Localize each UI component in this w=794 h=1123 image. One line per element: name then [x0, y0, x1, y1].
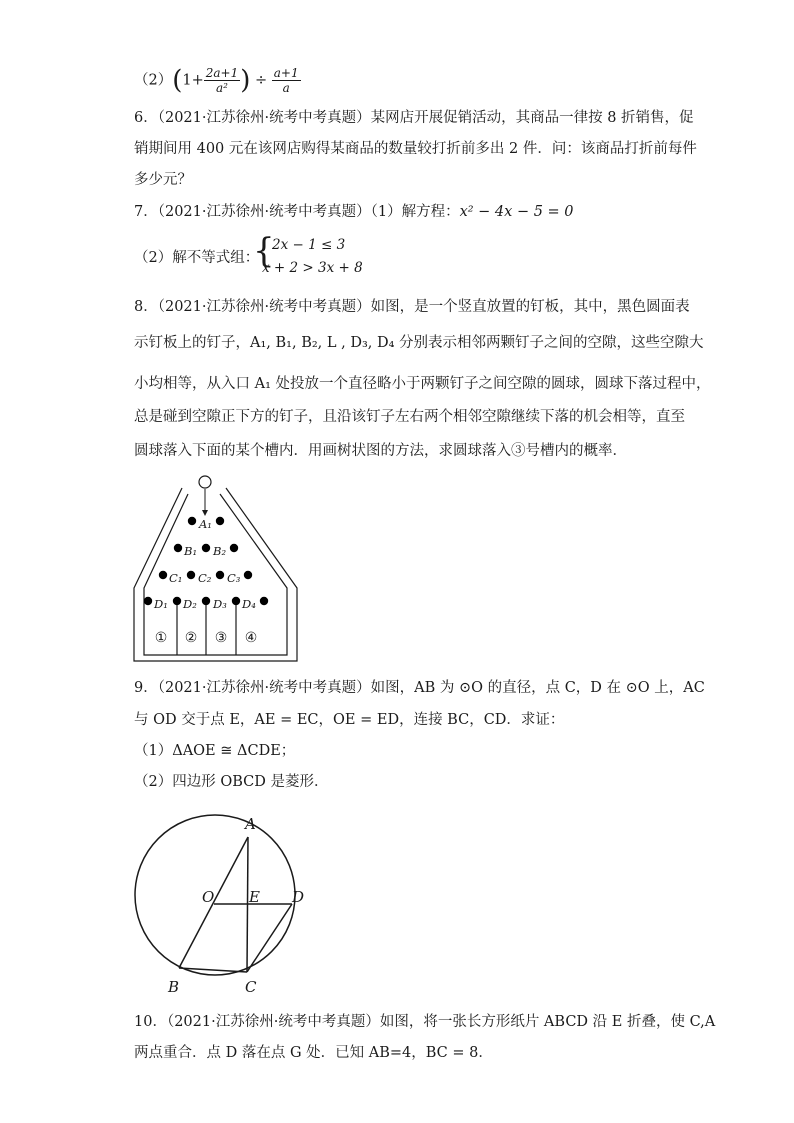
- q9-line-2: 与 OD 交于点 E，AE = EC，OE = ED，连接 BC，CD．求证：: [134, 712, 565, 728]
- q9-line-1: 9．（2021·江苏徐州·统考中考真题）如图，AB 为 ⊙O 的直径，点 C，D 在 ⊙O 上，AC: [134, 680, 705, 696]
- peg: [216, 571, 224, 579]
- q7-inequality-1: 2x − 1 ≤ 3: [272, 237, 346, 253]
- gap-label-b2: B₂: [213, 544, 227, 558]
- q8-line-1: 8．（2021·江苏徐州·统考中考真题）如图，是一个竖直放置的钉板，其中，黑色圆面表: [134, 299, 690, 315]
- point-label-c: C: [245, 978, 257, 996]
- slot-label-3: ③: [214, 630, 228, 646]
- q8-line-4: 总是碰到空隙正下方的钉子，且沿该钉子左右两个相邻空隙继续下落的机会相等，直至: [134, 409, 685, 425]
- circle-geometry-figure: [130, 810, 320, 1000]
- entry-ball: [199, 476, 211, 488]
- peg: [173, 597, 181, 605]
- point-label-e: E: [249, 888, 260, 906]
- q9-part-1: （1）ΔAOE ≅ ΔCDE；: [134, 743, 296, 759]
- gap-label-a1: A₁: [199, 517, 212, 531]
- q7-line-1: [134, 201, 574, 223]
- gap-label-c2: C₂: [198, 571, 212, 585]
- slot-label-2: ②: [184, 630, 198, 646]
- q6-line-2: 销期间用 400 元在该网店购得某商品的数量较打折前多出 2 件．问：该商品打折前每件: [134, 141, 697, 157]
- slot-label-1: ①: [154, 630, 168, 646]
- segment-cd: [247, 904, 292, 972]
- q8-line-3: 小均相等，从入口 A₁ 处投放一个直径略小于两颗钉子之间空隙的圆球，圆球下落过程中，: [134, 376, 711, 392]
- peg: [187, 571, 195, 579]
- point-label-a: A: [245, 815, 256, 833]
- peg: [202, 597, 210, 605]
- peg: [216, 517, 224, 525]
- gap-label-c3: C₃: [227, 571, 241, 585]
- circle-o: [135, 815, 295, 975]
- gap-label-d4: D₄: [242, 597, 256, 611]
- gap-label-b1: B₁: [184, 544, 198, 558]
- q7-prefix: 7．（2021·江苏徐州·统考中考真题）（1）解方程：: [134, 204, 460, 220]
- gap-label-d2: D₂: [183, 597, 197, 611]
- peg: [202, 544, 210, 552]
- q8-line-5: 圆球落入下面的某个槽内．用画树状图的方法，求圆球落入③号槽内的概率．: [134, 443, 627, 459]
- q5-fraction-2: $\frac{a+1}{a}$: [273, 66, 299, 95]
- q6-line-1: 6．（2021·江苏徐州·统考中考真题）某网店开展促销活动，其商品一律按 8 折销售，促: [134, 110, 694, 126]
- peg: [230, 544, 238, 552]
- gap-label-d1: D₁: [154, 597, 168, 611]
- q5-divide-sign: ÷: [255, 72, 268, 89]
- q8-line-2: 示钉板上的钉子，A₁, B₁, B₂, L , D₃, D₄ 分别表示相邻两颗钉子之间的空隙，这些空隙大: [134, 335, 704, 351]
- q5-part2-label: （2）: [134, 72, 173, 89]
- q7-inequality-2: x + 2 > 3x + 8: [262, 260, 363, 276]
- left-paren: (: [172, 65, 183, 96]
- q5-part2-expression: [134, 66, 301, 95]
- q7-part2-label: （2）解不等式组：: [134, 250, 260, 266]
- q7-system-brace: {: [253, 231, 275, 271]
- point-label-b: B: [168, 978, 180, 996]
- q10-line-2: 两点重合．点 D 落在点 G 处．已知 AB=4，BC = 8．: [134, 1045, 493, 1061]
- gap-label-c1: C₁: [169, 571, 183, 585]
- peg-board-figure: [130, 472, 300, 667]
- peg: [260, 597, 268, 605]
- q7-equation: x² − 4x − 5 = 0: [459, 204, 574, 220]
- gap-label-d3: D₃: [213, 597, 227, 611]
- peg: [159, 571, 167, 579]
- point-label-o: O: [202, 888, 215, 906]
- peg: [174, 544, 182, 552]
- peg: [188, 517, 196, 525]
- right-paren: ): [240, 65, 251, 96]
- arrow-head: [202, 510, 208, 516]
- q6-line-3: 多少元？: [134, 172, 192, 188]
- peg: [144, 597, 152, 605]
- q5-fraction-1: $\frac{2a+1}{\text{a²}}$: [205, 66, 239, 95]
- q10-line-1: 10．（2021·江苏徐州·统考中考真题）如图，将一张长方形纸片 ABCD 沿 E 折叠，使 C,A: [134, 1014, 716, 1030]
- slot-label-4: ④: [244, 630, 258, 646]
- q5-one-plus: 1+: [182, 72, 204, 89]
- peg: [232, 597, 240, 605]
- peg: [244, 571, 252, 579]
- point-label-d: D: [292, 888, 305, 906]
- q9-part-2: （2）四边形 OBCD 是菱形．: [134, 774, 329, 790]
